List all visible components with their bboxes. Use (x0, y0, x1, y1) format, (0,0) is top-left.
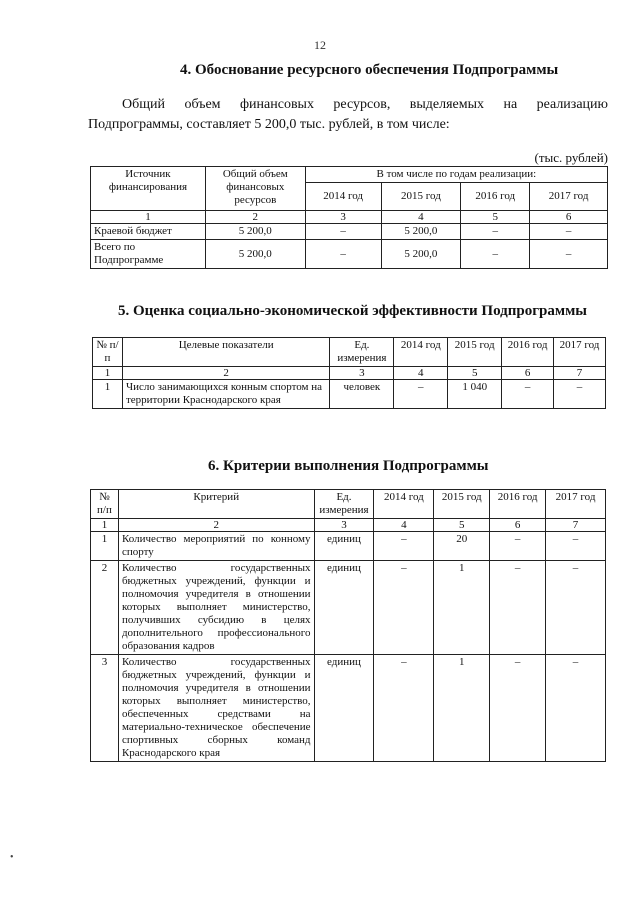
table-row (93, 380, 606, 409)
unit-label: (тыс. рублей) (534, 150, 608, 165)
header-year: 2017 год (530, 183, 608, 211)
section4-paragraph: Общий объем финансовых ресурсов, выделяемых на реализацию Подпрограммы, составляет 5 200,0 тыс. рублей, в том числе: (88, 97, 608, 132)
row-source: Краевой бюджет (91, 224, 206, 240)
row-2015: 5 200,0 (381, 240, 461, 269)
row-num: 1 (91, 532, 119, 561)
header-year: 2017 год (546, 490, 606, 519)
column-number: 3 (305, 211, 381, 224)
row-criterion: Количество мероприятий по конному спорту (118, 532, 314, 561)
row-total: 5 200,0 (205, 224, 305, 240)
column-numbers-row (91, 211, 608, 224)
table-row (91, 561, 606, 655)
row-2017: – (554, 380, 606, 409)
header-year: 2015 год (448, 338, 502, 367)
row-indicator: Число занимающихся конным спортом на территории Краснодарского края (122, 380, 329, 409)
table-row (91, 224, 608, 240)
row-2014: – (394, 380, 448, 409)
row-2015: 5 200,0 (381, 224, 461, 240)
resources-table (90, 166, 608, 269)
table-row (91, 240, 608, 269)
header-unit: Ед. измерения (330, 338, 394, 367)
row-num: 2 (91, 561, 119, 655)
row-criterion: Количество государственных бюджетных учреждений, функции и полномочия учредителя в отношении которых выполняет министерство, обеспеченных средствами на материально-техническое обеспечение спортивных сборных команд Краснодарского края (118, 655, 314, 762)
efficiency-table (92, 337, 606, 409)
column-numbers-row (93, 367, 606, 380)
row-2015: 1 (434, 561, 490, 655)
header-year: 2014 год (394, 338, 448, 367)
header-num: № п/п (91, 490, 119, 519)
row-2017: – (530, 224, 608, 240)
row-2014: – (374, 561, 434, 655)
header-year: 2016 год (461, 183, 530, 211)
row-2017: – (546, 655, 606, 762)
header-year: 2016 год (502, 338, 554, 367)
column-number: 6 (530, 211, 608, 224)
column-number: 7 (554, 367, 606, 380)
scan-speck: • (10, 852, 14, 863)
row-2016: – (490, 655, 546, 762)
column-number: 2 (205, 211, 305, 224)
table-row (91, 655, 606, 762)
row-num: 3 (91, 655, 119, 762)
row-unit: человек (330, 380, 394, 409)
column-number: 5 (448, 367, 502, 380)
column-number: 5 (461, 211, 530, 224)
column-number: 6 (490, 519, 546, 532)
row-2017: – (546, 532, 606, 561)
header-by-years: В том числе по годам реализации: (305, 167, 607, 183)
row-2017: – (530, 240, 608, 269)
column-number: 4 (381, 211, 461, 224)
header-year: 2014 год (305, 183, 381, 211)
row-2014: – (374, 655, 434, 762)
header-source: Источник финансирования (91, 167, 206, 211)
header-total: Общий объем финансовых ресурсов (205, 167, 305, 211)
row-num: 1 (93, 380, 123, 409)
header-unit: Ед. измерения (314, 490, 374, 519)
column-number: 4 (394, 367, 448, 380)
row-2015: 1 040 (448, 380, 502, 409)
row-2017: – (546, 561, 606, 655)
header-year: 2015 год (434, 490, 490, 519)
header-num: № п/п (93, 338, 123, 367)
row-2015: 1 (434, 655, 490, 762)
row-2016: – (490, 532, 546, 561)
row-2016: – (502, 380, 554, 409)
row-unit: единиц (314, 655, 374, 762)
column-number: 2 (118, 519, 314, 532)
row-unit: единиц (314, 532, 374, 561)
row-2016: – (490, 561, 546, 655)
column-number: 7 (546, 519, 606, 532)
column-number: 1 (93, 367, 123, 380)
column-number: 3 (314, 519, 374, 532)
column-number: 4 (374, 519, 434, 532)
row-2015: 20 (434, 532, 490, 561)
criteria-table (90, 489, 606, 762)
section6-title: 6. Критерии выполнения Подпрограммы (208, 458, 489, 474)
header-year: 2017 год (554, 338, 606, 367)
row-2016: – (461, 224, 530, 240)
row-2014: – (374, 532, 434, 561)
header-year: 2015 год (381, 183, 461, 211)
column-number: 1 (91, 519, 119, 532)
page-number: 12 (314, 38, 326, 52)
row-source: Всего по Подпрограмме (91, 240, 206, 269)
row-criterion: Количество государственных бюджетных учреждений, функции и полномочия учредителя в отношении которых выполняет министерство, получивших субсидию в целях дополнительного профессионального образования кадров (118, 561, 314, 655)
column-number: 1 (91, 211, 206, 224)
column-number: 3 (330, 367, 394, 380)
header-criterion: Критерий (118, 490, 314, 519)
column-numbers-row (91, 519, 606, 532)
row-2016: – (461, 240, 530, 269)
header-indicator: Целевые показатели (122, 338, 329, 367)
table-row (91, 532, 606, 561)
row-unit: единиц (314, 561, 374, 655)
section4-title: 4. Обоснование ресурсного обеспечения Подпрограммы (180, 62, 559, 78)
section5-title: 5. Оценка социально-экономической эффективности Подпрограммы (118, 303, 588, 319)
row-total: 5 200,0 (205, 240, 305, 269)
header-year: 2016 год (490, 490, 546, 519)
row-2014: – (305, 224, 381, 240)
column-number: 2 (122, 367, 329, 380)
column-number: 6 (502, 367, 554, 380)
column-number: 5 (434, 519, 490, 532)
row-2014: – (305, 240, 381, 269)
header-year: 2014 год (374, 490, 434, 519)
